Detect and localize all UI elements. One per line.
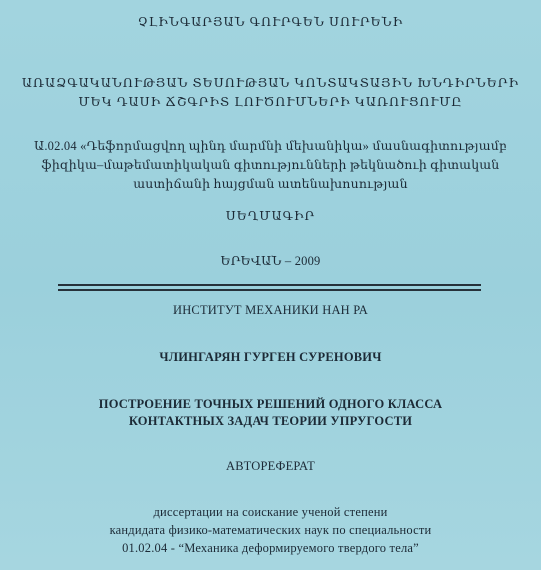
armenian-place-year: ԵՐԵՎԱՆ – 2009 xyxy=(220,254,321,268)
russian-title-line-2: КОНТАКТНЫХ ЗАДАЧ ТЕОРИИ УПРУГОСТИ xyxy=(128,414,413,428)
divider-bottom xyxy=(58,289,481,291)
armenian-author: ՉԼԻՆԳԱՐՅԱՆ ԳՈՒՐԳԵՆ ՍՈՒՐԵՆԻ xyxy=(137,15,404,29)
russian-title-line-1: ПОСТРОЕНИЕ ТОЧНЫХ РЕШЕНИЙ ОДНОГО КЛАССА xyxy=(98,397,443,411)
armenian-title-line-1: ԱՌԱՁԳԱԿԱՆՈՒԹՅԱՆ ՏԵՍՈՒԹՅԱՆ ԿՈՆՏԱԿՏԱՅԻՆ ԽՆԴԻՐՆԵՐԻ xyxy=(21,76,520,90)
armenian-spec-line-1: Ա.02.04 «Դեֆորմացվող պինդ մարմնի մեխանիկա» մասնագիտությամբ xyxy=(34,139,507,153)
russian-doc-type: АВТОРЕФЕРАТ xyxy=(226,459,315,473)
russian-desc-line-3: 01.02.04 - “Механика деформируемого твердого тела” xyxy=(122,541,419,555)
divider-top xyxy=(58,284,481,286)
russian-desc-line-1: диссертации на соискание ученой степени xyxy=(153,505,388,519)
russian-institute: ИНСТИТУТ МЕХАНИКИ НАН РА xyxy=(172,303,369,317)
russian-author: ЧЛИНГАРЯН ГУРГЕН СУРЕНОВИЧ xyxy=(159,350,382,364)
armenian-doc-type: ՍԵՂՄԱԳԻՐ xyxy=(225,209,316,223)
armenian-title-line-2: ՄԵԿ ԴԱՍԻ ՃՇԳՐԻՏ ԼՈՒԾՈՒՄՆԵՐԻ ԿԱՌՈՒՑՈՒՄԸ xyxy=(78,95,463,109)
armenian-spec-line-2: ֆիզիկա–մաթեմատիկական գիտությունների թեկնածուի գիտական xyxy=(41,158,500,172)
armenian-spec-line-3: աստիճանի հայցման ատենախոսության xyxy=(133,177,408,191)
russian-desc-line-2: кандидата физико-математических наук по специальности xyxy=(109,523,432,537)
